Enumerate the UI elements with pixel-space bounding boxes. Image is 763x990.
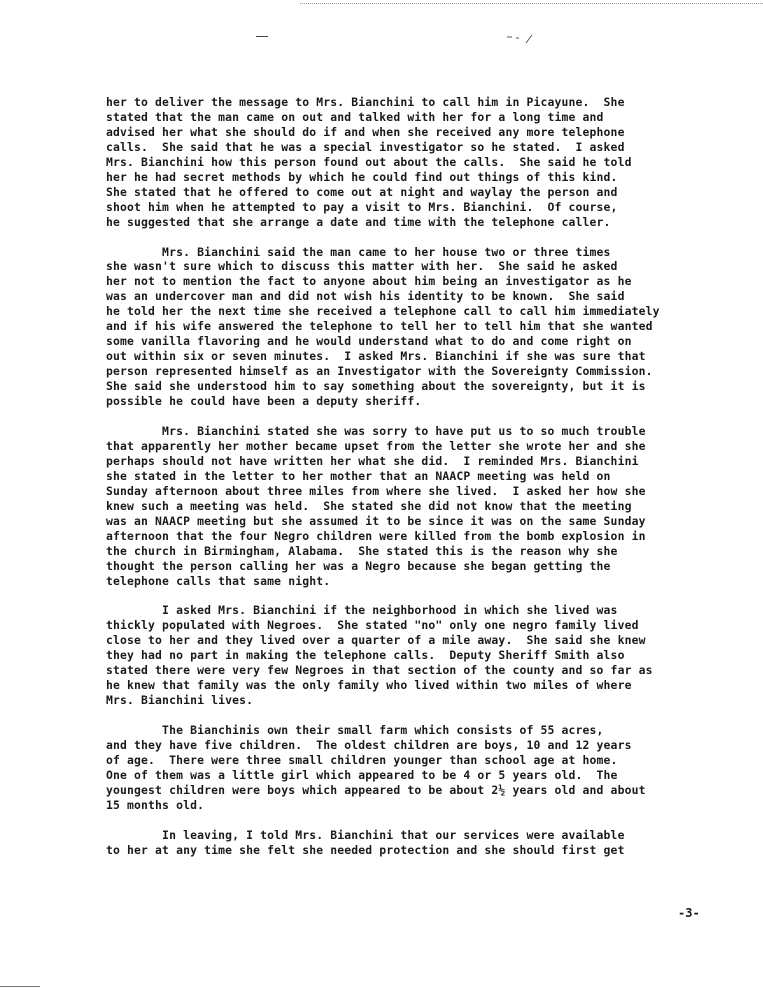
text-line: knew such a meeting was held. She stated she did not know that the meeting <box>106 498 632 513</box>
text-line: of age. There were three small children younger than school age at home. <box>106 752 618 767</box>
text-line: calls. She said that he was a special investigator so he stated. I asked <box>106 139 625 154</box>
text-line: The Bianchinis own their small farm which consists of 55 acres, <box>106 723 604 738</box>
text-line: thickly populated with Negroes. She stated "no" only one negro family lived <box>106 618 639 633</box>
handwritten-check-mark <box>506 32 538 46</box>
text-line: the church in Birmingham, Alabama. She stated this is the reason why she <box>106 543 618 558</box>
top-edge-rule <box>300 3 763 4</box>
paragraph <box>106 245 716 409</box>
text-line: One of them was a little girl which appeared to be 4 or 5 years old. The <box>106 767 618 782</box>
text-line: and if his wife answered the telephone to tell her to tell him that she wanted <box>106 319 653 334</box>
paragraph <box>106 828 716 858</box>
letter-body <box>106 95 716 858</box>
text-line: afternoon that the four Negro children were killed from the bomb explosion in <box>106 528 646 543</box>
text-line: youngest children were boys which appeared to be about 2½ years old and about <box>106 782 646 797</box>
text-line: her not to mention the fact to anyone about him being an investigator as he <box>106 274 632 289</box>
margin-dash-mark <box>256 36 268 37</box>
bottom-edge-rule <box>0 986 40 987</box>
text-line: advised her what she should do if and when she received any more telephone <box>106 124 625 139</box>
text-line: close to her and they lived over a quarter of a mile away. She said she knew <box>106 633 646 648</box>
text-line: person represented himself as an Investigator with the Sovereignty Commission. <box>106 364 653 379</box>
text-line: he suggested that she arrange a date and time with the telephone caller. <box>106 214 611 229</box>
text-line: I asked Mrs. Bianchini if the neighborhood in which she lived was <box>106 603 618 618</box>
text-line: that apparently her mother became upset from the letter she wrote her and she <box>106 438 646 453</box>
text-line: was an undercover man and did not wish his identity to be known. She said <box>106 289 625 304</box>
text-line: they had no part in making the telephone calls. Deputy Sheriff Smith also <box>106 648 625 663</box>
text-line: She said she understood him to say something about the sovereignty, but it is <box>106 379 646 394</box>
page-number: -3- <box>678 906 700 920</box>
text-line: perhaps should not have written her what she did. I reminded Mrs. Bianchini <box>106 453 639 468</box>
text-line: he told her the next time she received a telephone call to call him immediately <box>106 304 660 319</box>
paragraph <box>106 603 716 708</box>
text-line: and they have five children. The oldest children are boys, 10 and 12 years <box>106 737 632 752</box>
text-line: out within six or seven minutes. I asked Mrs. Bianchini if she was sure that <box>106 349 646 364</box>
paragraph <box>106 95 716 230</box>
text-line: her he had secret methods by which he could find out things of this kind. <box>106 169 618 184</box>
text-line: she wasn't sure which to discuss this matter with her. She said he asked <box>106 259 618 274</box>
text-line: Mrs. Bianchini stated she was sorry to have put us to so much trouble <box>106 423 646 438</box>
text-line: thought the person calling her was a Negro because she began getting the <box>106 558 611 573</box>
text-line: Mrs. Bianchini said the man came to her house two or three times <box>106 244 611 259</box>
text-line: her to deliver the message to Mrs. Bianchini to call him in Picayune. She <box>106 95 625 109</box>
text-line: She stated that he offered to come out at night and waylay the person and <box>106 184 618 199</box>
text-line: some vanilla flavoring and he would understand what to do and come right on <box>106 334 632 349</box>
text-line: Mrs. Bianchini how this person found out about the calls. She said he told <box>106 154 632 169</box>
text-line: stated that the man came on out and talked with her for a long time and <box>106 109 604 124</box>
text-line: was an NAACP meeting but she assumed it to be since it was on the same Sunday <box>106 513 646 528</box>
text-line: Mrs. Bianchini lives. <box>106 693 254 708</box>
paragraph <box>106 424 716 588</box>
text-line: In leaving, I told Mrs. Bianchini that our services were available <box>106 827 625 842</box>
text-line: 15 months old. <box>106 797 205 812</box>
text-line: he knew that family was the only family who lived within two miles of where <box>106 678 632 693</box>
paragraph <box>106 723 716 813</box>
text-line: possible he could have been a deputy sheriff. <box>106 394 422 409</box>
text-line: shoot him when he attempted to pay a visit to Mrs. Bianchini. Of course, <box>106 199 618 214</box>
text-line: Sunday afternoon about three miles from where she lived. I asked her how she <box>106 483 646 498</box>
text-line: stated there were very few Negroes in that section of the county and so far as <box>106 663 653 678</box>
text-line: she stated in the letter to her mother that an NAACP meeting was held on <box>106 468 611 483</box>
text-line: telephone calls that same night. <box>106 573 331 588</box>
text-line: to her at any time she felt she needed protection and she should first get <box>106 842 625 857</box>
